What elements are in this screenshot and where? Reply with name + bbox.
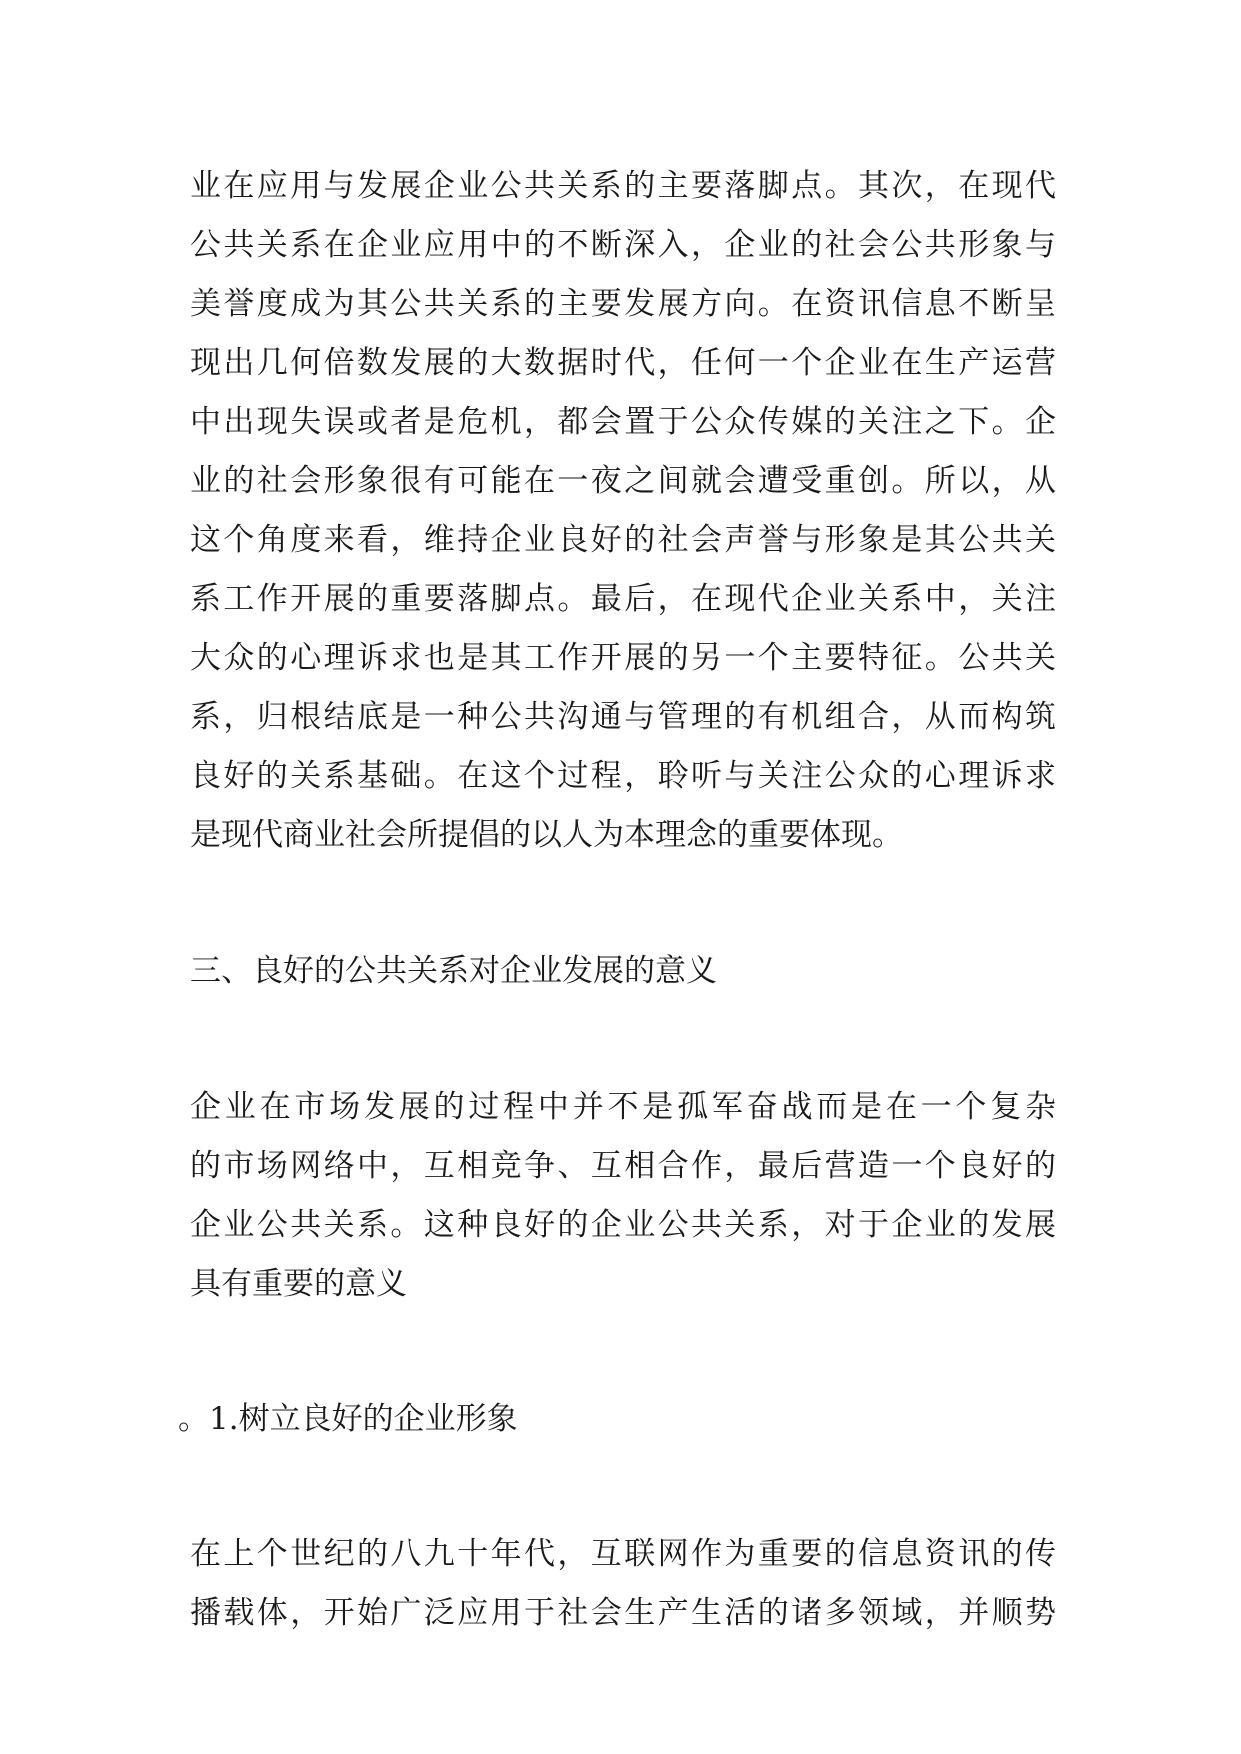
text-column [178,157,1056,1643]
paragraph-line: 美誉度成为其公共关系的主要发展方向。在资讯信息不断呈 [190,286,1056,322]
paragraph-spacer [190,1314,1056,1390]
paragraph-line: 企业在市场发展的过程中并不是孤军奋战而是在一个复杂 [190,1089,1056,1125]
paragraph-significance-intro [190,1078,1056,1314]
paragraph-line: 现出几何倍数发展的大数据时代，任何一个企业在生产运营 [190,345,1056,381]
paragraph-line: 业的社会形象很有可能在一夜之间就会遭受重创。所以，从 [190,463,1056,499]
paragraph-line: 良好的关系基础。在这个过程，聆听与关注公众的心理诉求 [190,758,1056,794]
subsection-heading: 。1.树立良好的企业形象 [178,1401,518,1437]
paragraph-line: 大众的心理诉求也是其工作开展的另一个主要特征。公共关 [190,640,1056,676]
section-heading: 三、良好的公共关系对企业发展的意义 [190,953,717,989]
paragraph-spacer [190,1001,1056,1078]
paragraph-line: 中出现失误或者是危机，都会置于公众传媒的关注之下。企 [190,404,1056,440]
paragraph-line: 系，归根结底是一种公共沟通与管理的有机组合，从而构筑 [190,699,1056,735]
paragraph-line: 企业公共关系。这种良好的企业公共关系，对于企业的发展 [190,1207,1056,1243]
paragraph-line: 是现代商业社会所提倡的以人为本理念的重要体现。 [190,817,903,853]
paragraph-line: 业在应用与发展企业公共关系的主要落脚点。其次，在现代 [190,168,1056,204]
paragraph-line: 公共关系在企业应用中的不断深入，企业的社会公共形象与 [190,227,1056,263]
paragraph-spacer [190,865,1056,942]
paragraph-line: 具有重要的意义 [190,1266,407,1302]
paragraph-internet-era [190,1525,1056,1643]
paragraph-line: 在上个世纪的八九十年代，互联网作为重要的信息资讯的传 [190,1536,1056,1572]
paragraph-line: 系工作开展的重要落脚点。最后，在现代企业关系中，关注 [190,581,1056,617]
paragraph-public-relations-features [190,157,1056,865]
paragraph-line: 的市场网络中，互相竞争、互相合作，最后营造一个良好的 [190,1148,1056,1184]
paragraph-spacer [190,1449,1056,1525]
paragraph-line: 播载体，开始广泛应用于社会生产生活的诸多领域，并顺势 [190,1595,1056,1631]
paragraph-line: 这个角度来看，维持企业良好的社会声誉与形象是其公共关 [190,522,1056,558]
